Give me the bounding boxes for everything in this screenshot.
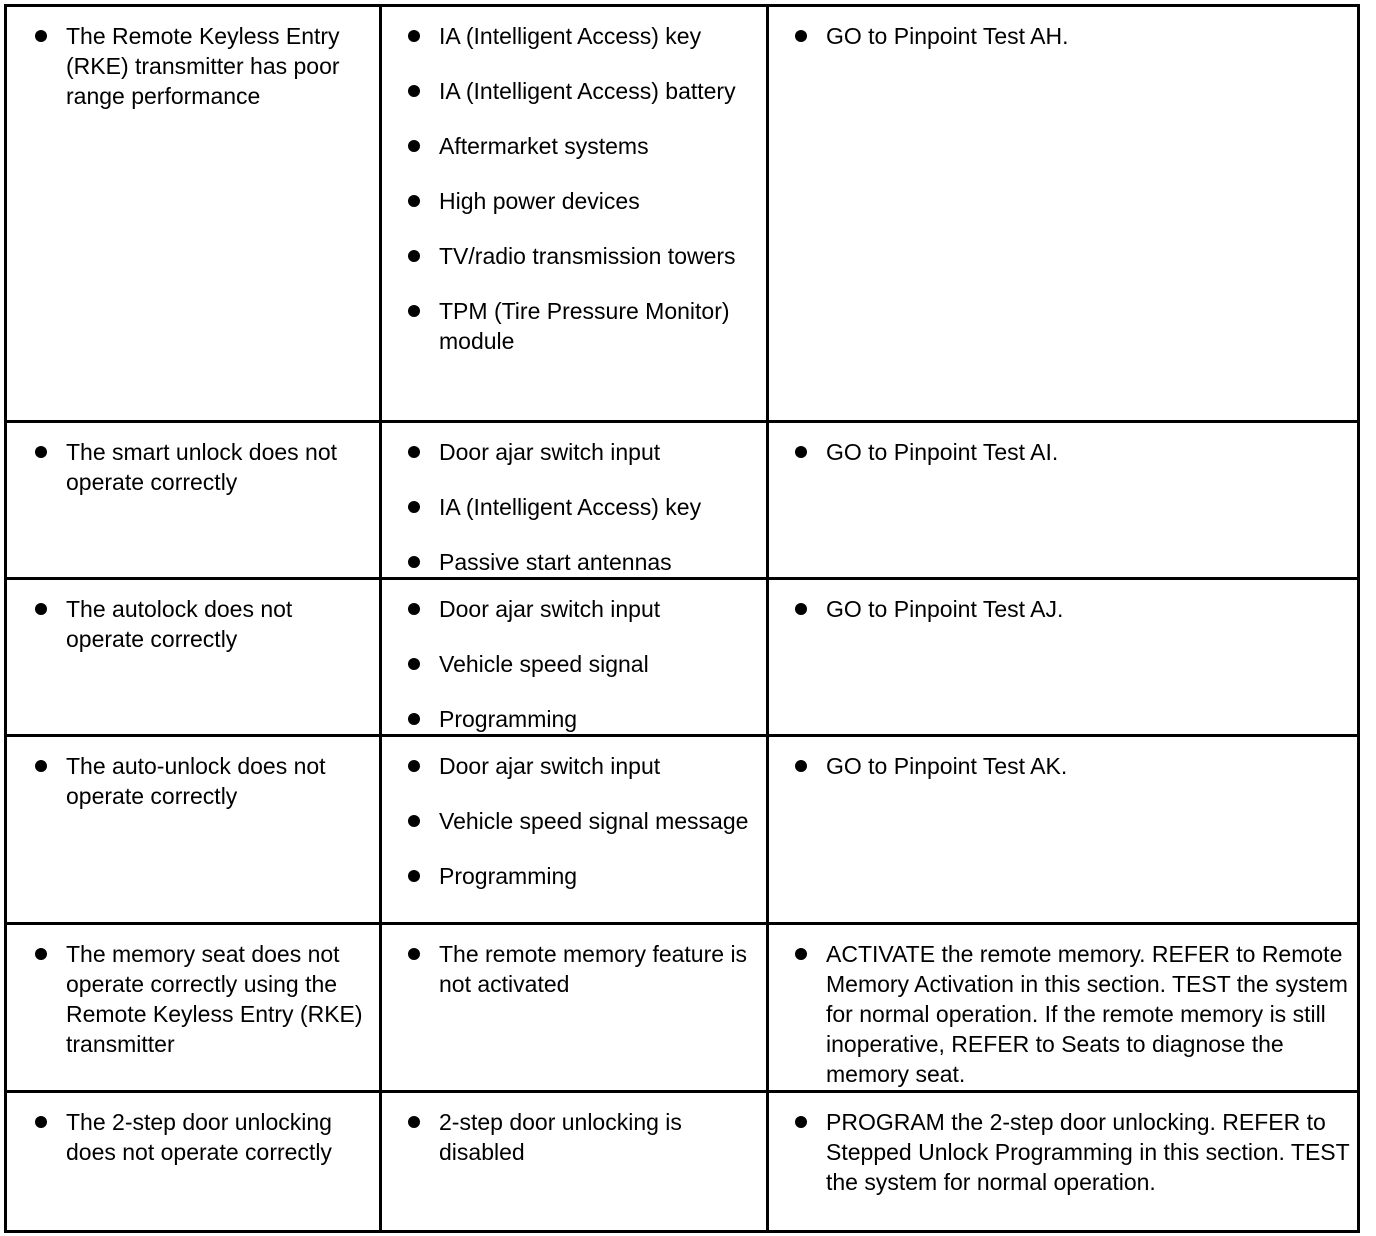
list-item [7,1107,375,1167]
bullet-icon [408,1116,420,1128]
symptom-text: The autolock does not operate correctly [66,596,293,652]
cause-text: 2-step door unlocking is disabled [439,1109,682,1165]
symptom-cell [6,1092,381,1232]
cause-text: IA (Intelligent Access) key [439,23,702,49]
cause-text: Programming [439,863,578,889]
symptom-cell [6,422,381,579]
bullet-icon [795,30,807,42]
action-text: GO to Pinpoint Test AI. [826,439,1059,465]
bullet-icon [408,948,420,960]
cause-text: IA (Intelligent Access) battery [439,78,736,104]
bullet-icon [408,305,420,317]
bullet-icon [795,446,807,458]
cause-text: Vehicle speed signal message [439,808,749,834]
cause-text: IA (Intelligent Access) key [439,494,702,520]
cause-cell [381,6,768,422]
list-item [382,594,762,624]
bullet-icon [795,760,807,772]
table-row [6,924,1359,1092]
list-item [769,1107,1353,1197]
cause-cell [381,924,768,1092]
bullet-icon [408,815,420,827]
bullet-icon [35,948,47,960]
action-cell [768,924,1359,1092]
list-item [7,751,375,811]
bullet-icon [35,30,47,42]
table-row [6,1092,1359,1232]
action-text: GO to Pinpoint Test AH. [826,23,1069,49]
table-row [6,579,1359,736]
symptom-cell [6,579,381,736]
bullet-icon [408,446,420,458]
list-item [7,437,375,497]
list-item [769,939,1353,1089]
action-cell [768,736,1359,924]
list-item [7,939,375,1059]
list-item [382,76,762,106]
symptom-text: The Remote Keyless Entry (RKE) transmitter has poor range performance [66,23,340,109]
action-cell [768,1092,1359,1232]
cause-cell [381,736,768,924]
symptom-text: The smart unlock does not operate correctly [66,439,338,495]
cause-text: Programming [439,706,578,732]
list-item [7,594,375,654]
list-item [382,131,762,161]
list-item [382,296,762,356]
symptom-chart-table [4,4,1360,1233]
list-item [382,21,762,51]
action-text: ACTIVATE the remote memory. REFER to Remote Memory Activation in this section. TEST the system for normal operation. If the remote memory is still inoperative, REFER to Seats to diagnose the memory seat. [826,941,1348,1087]
list-item [382,186,762,216]
bullet-icon [408,556,420,568]
list-item [7,21,375,111]
bullet-icon [408,760,420,772]
bullet-icon [35,446,47,458]
list-item [382,806,762,836]
symptom-text: The memory seat does not operate correctly using the Remote Keyless Entry (RKE) transmitter [66,941,363,1057]
list-item [382,861,762,891]
cause-text: Vehicle speed signal [439,651,649,677]
bullet-icon [408,501,420,513]
list-item [382,492,762,522]
action-cell [768,579,1359,736]
symptom-text: The auto-unlock does not operate correctly [66,753,326,809]
bullet-icon [408,250,420,262]
cause-text: Door ajar switch input [439,439,661,465]
bullet-icon [408,713,420,725]
bullet-icon [408,195,420,207]
cause-cell [381,1092,768,1232]
list-item [769,21,1353,51]
table-row [6,6,1359,422]
list-item [382,437,762,467]
bullet-icon [35,760,47,772]
action-text: GO to Pinpoint Test AK. [826,753,1068,779]
bullet-icon [795,1116,807,1128]
bullet-icon [35,603,47,615]
cause-text: Passive start antennas [439,549,672,575]
cause-text: Aftermarket systems [439,133,649,159]
action-cell [768,422,1359,579]
bullet-icon [408,140,420,152]
cause-text: High power devices [439,188,640,214]
action-text: PROGRAM the 2-step door unlocking. REFER to Stepped Unlock Programming in this section. TEST the system for normal operation. [826,1109,1350,1195]
bullet-icon [408,658,420,670]
action-cell [768,6,1359,422]
list-item [382,1107,762,1167]
cause-text: TV/radio transmission towers [439,243,736,269]
bullet-icon [408,85,420,97]
symptom-cell [6,6,381,422]
cause-text: TPM (Tire Pressure Monitor) module [439,298,730,354]
bullet-icon [408,870,420,882]
list-item [769,437,1353,467]
list-item [769,751,1353,781]
symptom-text: The 2-step door unlocking does not operate correctly [66,1109,332,1165]
list-item [769,594,1353,624]
list-item [382,547,762,577]
symptom-cell [6,736,381,924]
list-item [382,751,762,781]
list-item [382,704,762,734]
cause-text: The remote memory feature is not activated [439,941,748,997]
bullet-icon [408,603,420,615]
cause-cell [381,579,768,736]
bullet-icon [408,30,420,42]
list-item [382,649,762,679]
cause-text: Door ajar switch input [439,596,661,622]
table-row [6,422,1359,579]
cause-text: Door ajar switch input [439,753,661,779]
symptom-cell [6,924,381,1092]
action-text: GO to Pinpoint Test AJ. [826,596,1064,622]
cause-cell [381,422,768,579]
table-row [6,736,1359,924]
list-item [382,939,762,999]
bullet-icon [35,1116,47,1128]
list-item [382,241,762,271]
bullet-icon [795,603,807,615]
bullet-icon [795,948,807,960]
